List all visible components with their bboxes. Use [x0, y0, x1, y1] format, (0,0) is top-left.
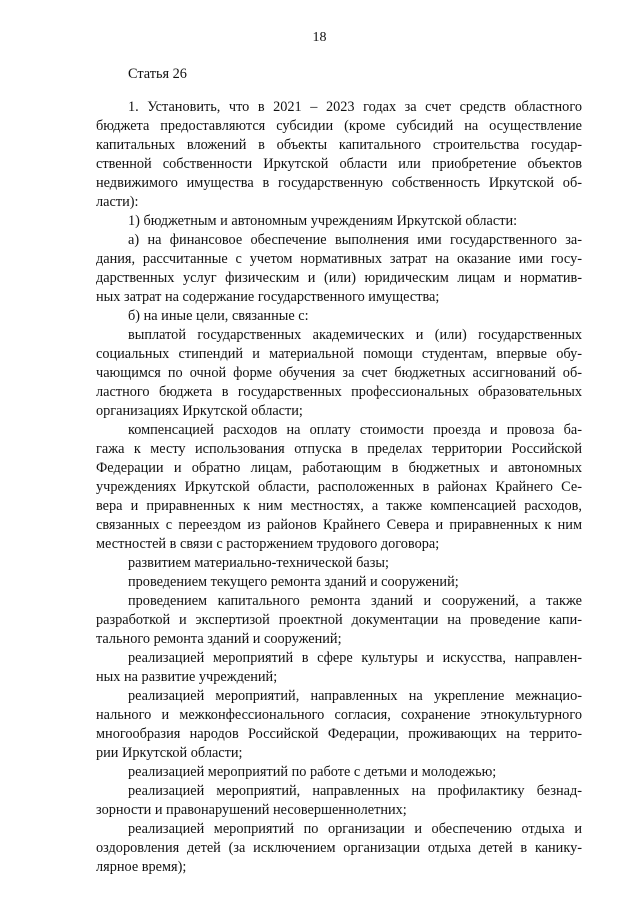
text-line: реализацией мероприятий в сфере культуры и искусства, направлен- — [128, 650, 582, 666]
text-line: реализацией мероприятий по организации и обеспечению отдыха и — [128, 821, 582, 837]
text-line: 1) бюджетным и автономным учреждениям Иркутской области: — [128, 213, 518, 229]
text-line: учреждениях Иркутской области, расположенных в районах Крайнего Се- — [96, 479, 582, 495]
text-line: проведением текущего ремонта зданий и сооружений; — [128, 574, 459, 590]
article-heading: Статья 26 — [128, 66, 187, 82]
text-line: ласти): — [96, 194, 139, 210]
text-line: местностей в связи с расторжением трудового договора; — [96, 536, 440, 552]
text-line: дарственных услуг физическим и (или) юридическим лицам и норматив- — [96, 270, 582, 286]
text-line: лярное время); — [96, 859, 187, 875]
text-line: тального ремонта зданий и сооружений; — [96, 631, 342, 647]
text-line: 1. Установить, что в 2021 – 2023 годах за счет средств областного — [128, 99, 582, 115]
text-line: разработкой и экспертизой проектной документации на проведение капи- — [96, 612, 582, 628]
text-line: многообразия народов Российской Федерации, проживающих на террито- — [96, 726, 582, 742]
text-line: проведением капитального ремонта зданий и сооружений, а также — [128, 593, 582, 609]
text-line: зорности и правонарушений несовершеннолетних; — [96, 802, 407, 818]
text-line: чающимся по очной форме обучения за счет бюджетных ассигнований об- — [96, 365, 582, 381]
text-line: реализацией мероприятий, направленных на профилактику безнад- — [128, 783, 582, 799]
text-line: а) на финансовое обеспечение выполнения ими государственного за- — [128, 232, 582, 248]
text-line: бюджета предоставляются субсидии (кроме субсидий на осуществление — [96, 118, 582, 134]
text-line: ственной собственности Иркутской области или приобретение объектов — [96, 156, 582, 172]
text-line: организациях Иркутской области; — [96, 403, 303, 419]
text-line: ных на развитие учреждений; — [96, 669, 278, 685]
text-line: социальных стипендий и материальной помощи студентам, впервые обу- — [96, 346, 582, 362]
text-line: развитием материально-технической базы; — [128, 555, 389, 571]
text-line: связанных с переездом из районов Крайнего Севера и приравненных к ним — [96, 517, 582, 533]
text-line: Федерации и обратно лицам, работающим в бюджетных и автономных — [96, 460, 582, 476]
text-line: ластного бюджета в государственных профессиональных образовательных — [96, 384, 582, 400]
text-line: рии Иркутской области; — [96, 745, 243, 761]
text-line: оздоровления детей (за исключением организации отдыха детей в канику- — [96, 840, 582, 856]
text-line: вера и приравненных к ним местностях, а также компенсацией расходов, — [96, 498, 582, 514]
text-line: выплатой государственных академических и (или) государственных — [128, 327, 582, 343]
text-line: капитальных вложений в объекты капитального строительства государ- — [96, 137, 582, 153]
text-line: б) на иные цели, связанные с: — [128, 308, 309, 324]
text-line: реализацией мероприятий, направленных на укрепление межнацио- — [128, 688, 582, 704]
text-line: гажа к месту использования отпуска в пределах территории Российской — [96, 441, 582, 457]
text-line: нального и межконфессионального согласия, сохранение этнокультурного — [96, 707, 582, 723]
text-line: реализацией мероприятий по работе с детьми и молодежью; — [128, 764, 497, 780]
text-line: недвижимого имущества в государственную собственность Иркутской об- — [96, 175, 582, 191]
text-line: компенсацией расходов на оплату стоимости проезда и провоза ба- — [128, 422, 582, 438]
page-number: 18 — [312, 30, 327, 45]
text-line: ных затрат на содержание государственного имущества; — [96, 289, 440, 305]
text-line: дания, рассчитанные с учетом нормативных затрат на оказание ими госу- — [96, 251, 582, 267]
